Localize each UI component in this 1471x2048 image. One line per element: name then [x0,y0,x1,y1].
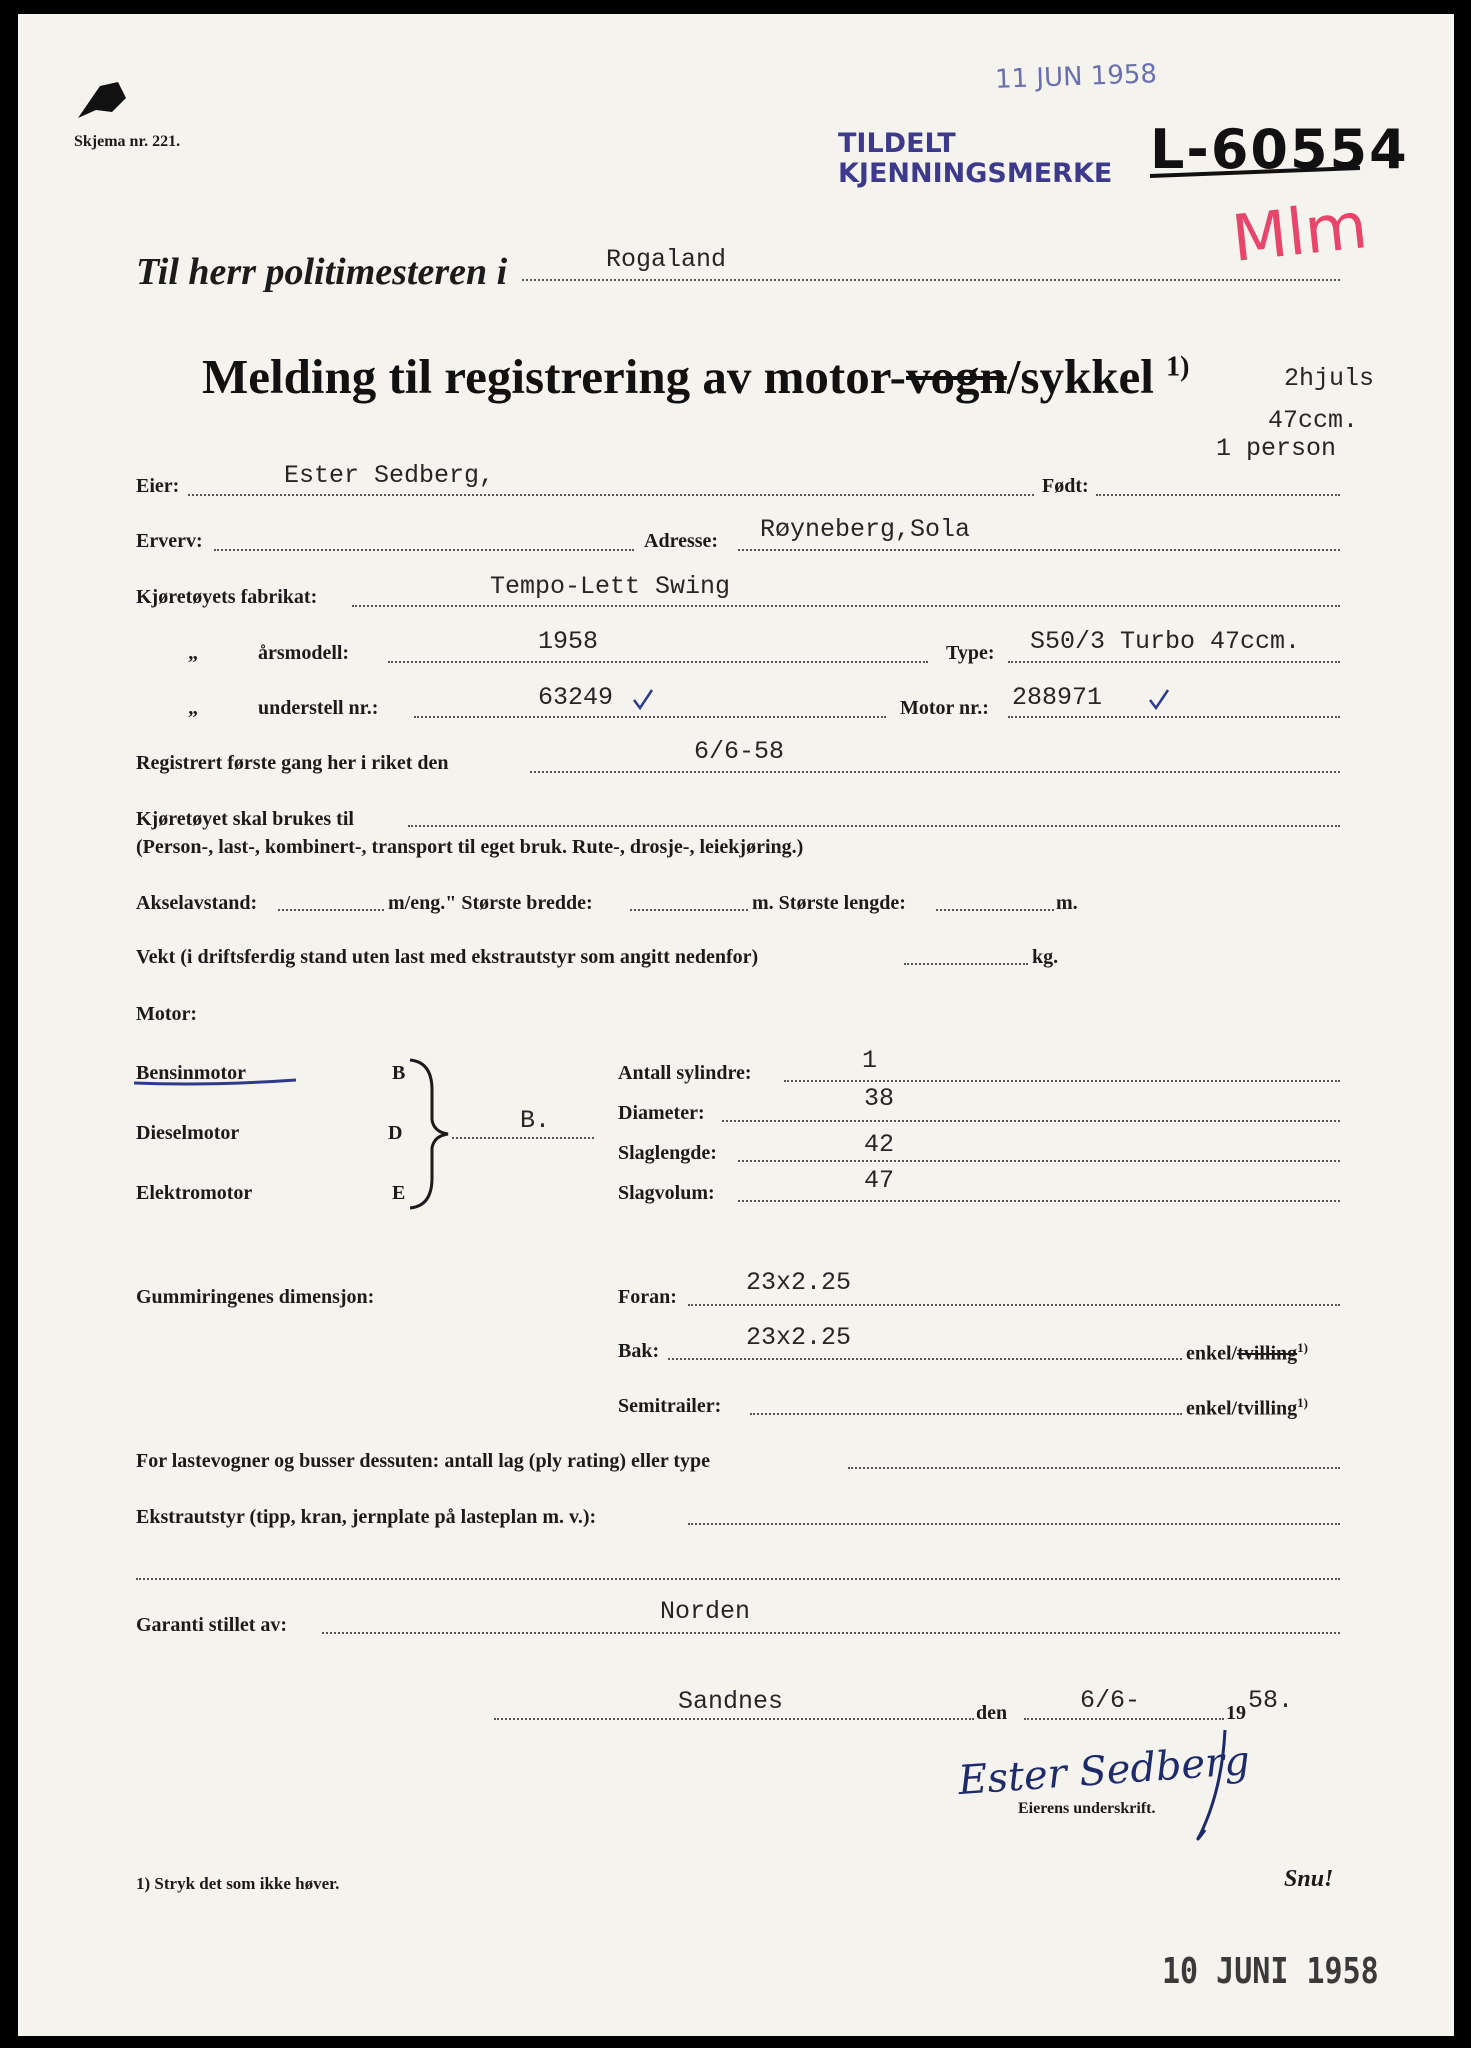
use-line [408,825,1340,827]
title-note-line1: 2hjuls [1284,364,1375,393]
weight-unit: kg. [1032,946,1059,968]
signature-date: 6/6- [1080,1686,1141,1715]
owner-value: Ester Sedberg, [284,461,495,490]
width-line [630,909,748,911]
engine-no-value: 288971 [1012,683,1103,712]
address-value: Røyneberg,Sola [760,515,971,544]
motor-selected-line [452,1137,594,1139]
equipment-line-2 [136,1578,1340,1580]
displacement-line [738,1200,1340,1202]
displacement-label: Slagvolum: [618,1182,715,1204]
length-unit: m. [1056,892,1078,914]
wheelbase-line [278,909,384,911]
semitrailer-options: enkel/tvilling$^{1)}$ [1186,1395,1308,1420]
title-note-line2: 47ccm. [1268,406,1359,435]
tyres-rear-value: 23x2.25 [746,1323,852,1352]
tyres-rear-line [668,1358,1182,1360]
addressee-line [522,279,1340,281]
weight-line [904,963,1028,965]
motor-code-electric: E [392,1182,406,1204]
year-prefix: 19 [1226,1702,1246,1724]
chassis-line [414,716,886,718]
corner-mark-icon [78,82,126,118]
check-mark-icon [634,690,652,708]
cylinders-label: Antall sylindre: [618,1062,752,1084]
use-label: Kjøretøyet skal brukes til [136,808,354,830]
assigned-plate: L-60554 [1150,118,1409,181]
born-label: Født: [1042,475,1089,497]
date-line [1024,1718,1224,1720]
signature-place: Sandnes [678,1687,784,1716]
stamp-date-top: 11 JUN 1958 [994,59,1158,95]
tyres-label: Gummiringenes dimensjon: [136,1286,375,1308]
addressee-label: Til herr politimesteren i [136,251,508,293]
displacement-value: 47 [864,1166,895,1195]
tyres-rear-options: enkel/tvilling$^{1)}$ [1186,1340,1308,1365]
motor-type-electric: Elektromotor [136,1182,253,1204]
guarantee-line [322,1632,1340,1634]
signature-label: Eierens underskrift. [1018,1800,1156,1817]
addressee-value: Rogaland [606,245,727,274]
semitrailer-line [750,1413,1182,1415]
width-unit: m. Største lengde: [752,892,906,914]
diameter-line [722,1120,1340,1122]
model-year-value: 1958 [538,627,599,656]
motor-type-diesel: Dieselmotor [136,1122,240,1144]
make-label: Kjøretøyets fabrikat: [136,586,318,608]
first-reg-value: 6/6-58 [694,737,785,766]
owner-line [188,494,1034,496]
length-line [936,909,1054,911]
motor-selected: B. [520,1106,551,1135]
diameter-label: Diameter: [618,1102,705,1124]
acquisition-label: Erverv: [136,530,203,552]
type-label: Type: [946,642,995,664]
motor-type-petrol: Bensinmotor [136,1062,246,1084]
guarantee-value: Norden [660,1597,751,1626]
tyres-front-value: 23x2.25 [746,1268,852,1297]
stroke-value: 42 [864,1130,895,1159]
turn-over: Snu! [1284,1866,1334,1892]
wheelbase-label: Akselavstand: [136,892,258,914]
model-year-line [388,661,928,663]
tyres-front-label: Foran: [618,1286,677,1308]
cylinders-line [784,1080,1340,1082]
diameter-value: 38 [864,1084,895,1113]
trucks-line [848,1467,1340,1469]
born-line [1096,494,1340,496]
acquisition-line [214,549,634,551]
assigned-stamp-line1: TILDELT [838,128,956,159]
footnote: 1) Stryk det som ikke høver. [136,1874,340,1893]
chassis-value: 63249 [538,683,614,712]
type-line [1008,661,1340,663]
address-label: Adresse: [644,530,719,552]
owner-signature: Ester Sedberg [956,1737,1252,1805]
first-reg-line [530,771,1340,773]
ditto-mark: „ [188,697,198,719]
use-hint: (Person-, last-, kombinert-, transport til eget bruk. Rute-, drosje-, leiekjøring.) [136,836,804,858]
year-suffix: 58. [1248,1686,1294,1715]
motor-code-diesel: D [388,1122,403,1144]
semitrailer-label: Semitrailer: [618,1395,722,1417]
engine-no-line [1008,716,1340,718]
motor-code-petrol: B [392,1062,406,1084]
form-number: Skjema nr. 221. [74,133,181,150]
motor-label: Motor: [136,1003,198,1025]
cylinders-value: 1 [862,1046,878,1075]
check-mark-icon [1150,690,1168,708]
chassis-label: understell nr.: [258,697,379,719]
guarantee-label: Garanti stillet av: [136,1614,288,1636]
place-line [494,1718,974,1720]
weight-label: Vekt (i driftsferdig stand uten last med ekstrautstyr som angitt nedenfor) [136,946,759,968]
make-line [352,605,1340,607]
type-value: S50/3 Turbo 47ccm. [1030,627,1301,656]
motor-brace [410,1060,448,1208]
engine-no-label: Motor nr.: [900,697,989,719]
form-title: Melding til registrering av motor-vogn/sykkel $^{1)}$ [202,349,1190,404]
stroke-label: Slaglengde: [618,1142,717,1164]
model-year-label: årsmodell: [258,642,350,664]
red-initials: Mlm [1228,189,1371,277]
equipment-line [688,1523,1340,1525]
tyres-rear-label: Bak: [618,1340,660,1362]
first-reg-label: Registrert første gang her i riket den [136,752,449,774]
ditto-mark: „ [188,642,198,664]
wheelbase-unit: m/eng." Største bredde: [388,892,593,914]
owner-label: Eier: [136,475,180,497]
equipment-label: Ekstrautstyr (tipp, kran, jernplate på lasteplan m. v.): [136,1506,597,1528]
title-note-line3: 1 person [1216,434,1337,463]
assigned-stamp-line2: KJENNINGSMERKE [838,158,1113,189]
stroke-line [738,1160,1340,1162]
stamp-date-bottom: 10 JUNI 1958 [1162,1950,1379,1993]
den-label: den [976,1702,1008,1724]
make-value: Tempo-Lett Swing [490,572,731,601]
address-line [738,549,1340,551]
trucks-label: For lastevogner og busser dessuten: antall lag (ply rating) eller type [136,1450,711,1472]
tyres-front-line [688,1304,1340,1306]
